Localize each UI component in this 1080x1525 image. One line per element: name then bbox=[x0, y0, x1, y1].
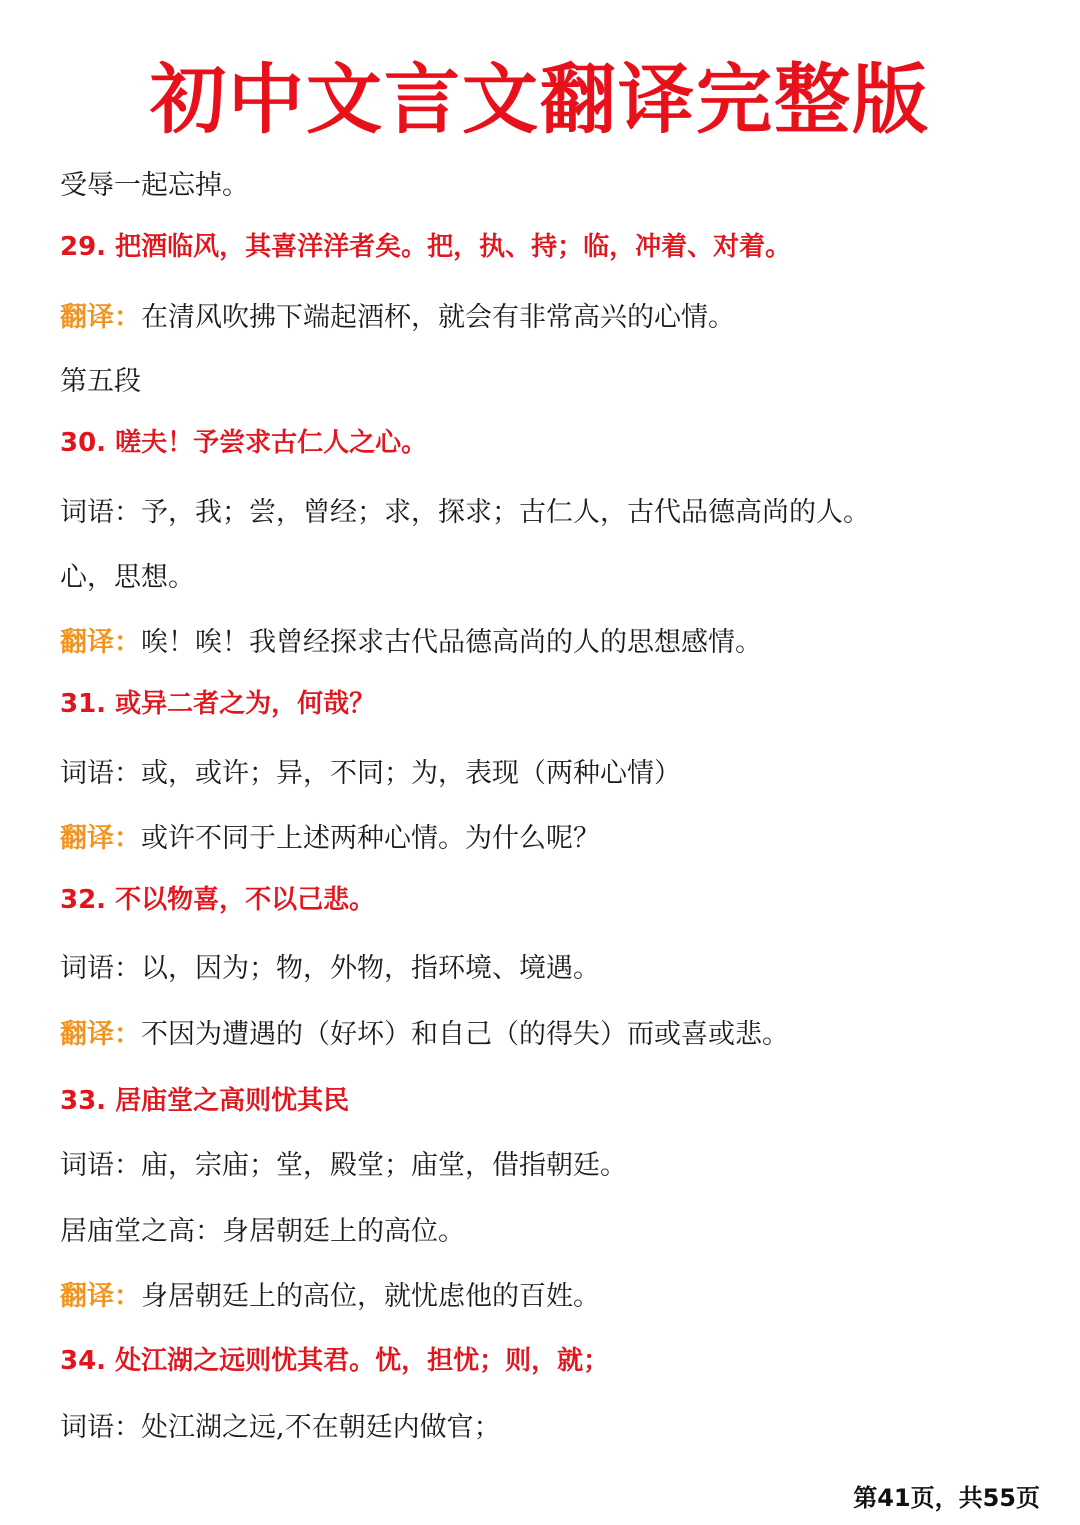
sentence-heading: 29. 把酒临风，其喜洋洋者矣。把，执、持；临，冲着、对着。 bbox=[60, 232, 792, 262]
translation-tag: 翻译： bbox=[60, 627, 141, 658]
translation-text: 在清风吹拂下端起酒杯，就会有非常高兴的心情。 bbox=[141, 302, 735, 333]
sentence-heading: 33. 居庙堂之高则忧其民 bbox=[60, 1086, 350, 1116]
body-line: 词语：庙，宗庙；堂，殿堂；庙堂，借指朝廷。 bbox=[60, 1150, 627, 1181]
translation-line bbox=[60, 300, 735, 336]
body-line: 词语：或，或许；异，不同；为，表现（两种心情） bbox=[60, 758, 681, 789]
translation-line bbox=[60, 821, 600, 857]
body-line: 词语：予，我；尝，曾经；求，探求；古仁人，古代品德高尚的人。 bbox=[60, 497, 870, 528]
body-line: 词语：处江湖之远,不在朝廷内做官； bbox=[60, 1412, 501, 1443]
translation-text: 身居朝廷上的高位，就忧虑他的百姓。 bbox=[141, 1281, 600, 1312]
sentence-heading: 34. 处江湖之远则忧其君。忧，担忧；则，就； bbox=[60, 1346, 610, 1376]
page-title: 初中文言文翻译完整版 bbox=[150, 55, 930, 144]
body-line: 居庙堂之高：身居朝廷上的高位。 bbox=[60, 1216, 465, 1247]
translation-line bbox=[60, 1279, 600, 1315]
translation-text: 不因为遭遇的（好坏）和自己（的得失）而或喜或悲。 bbox=[141, 1019, 789, 1050]
body-line: 受辱一起忘掉。 bbox=[60, 170, 249, 201]
translation-tag: 翻译： bbox=[60, 302, 141, 333]
body-line: 第五段 bbox=[60, 366, 141, 397]
body-line: 心，思想。 bbox=[60, 562, 195, 593]
translation-line bbox=[60, 1017, 789, 1053]
translation-text: 唉！唉！我曾经探求古代品德高尚的人的思想感情。 bbox=[141, 627, 762, 658]
translation-tag: 翻译： bbox=[60, 1281, 141, 1312]
sentence-heading: 31. 或异二者之为，何哉？ bbox=[60, 689, 376, 719]
page-number: 第41页，共55页 bbox=[853, 1484, 1040, 1512]
sentence-heading: 30. 嗟夫！予尝求古仁人之心。 bbox=[60, 428, 428, 458]
body-line: 词语：以，因为；物，外物，指环境、境遇。 bbox=[60, 953, 600, 984]
translation-tag: 翻译： bbox=[60, 1019, 141, 1050]
translation-tag: 翻译： bbox=[60, 823, 141, 854]
translation-text: 或许不同于上述两种心情。为什么呢？ bbox=[141, 823, 600, 854]
translation-line bbox=[60, 625, 762, 661]
sentence-heading: 32. 不以物喜，不以己悲。 bbox=[60, 885, 376, 915]
